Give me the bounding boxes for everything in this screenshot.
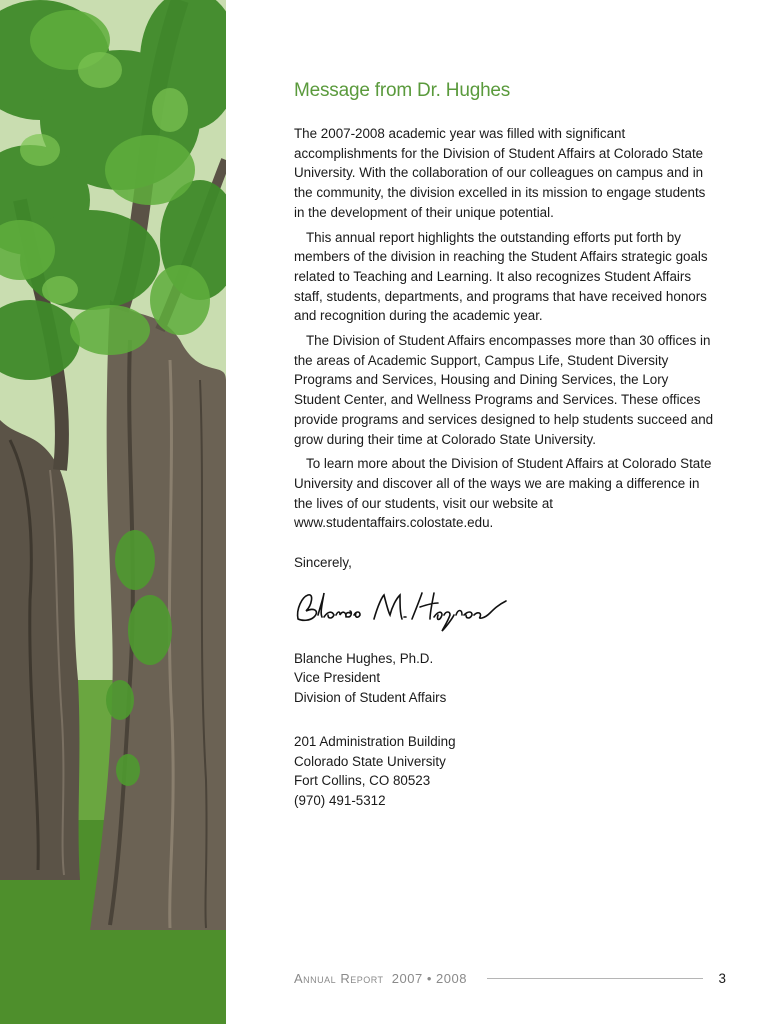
footer-divider [487,978,703,979]
footer-title-a-cap: A [294,970,304,986]
footer-year-start: 2007 [391,970,423,986]
letter-content [294,78,714,811]
footer-year-end: 2008 [436,970,467,986]
address-phone: (970) 491-5312 [294,792,386,808]
signer-title: Vice President [294,670,381,686]
signer-name: Blanche Hughes, Ph.D. [294,650,434,666]
letter-paragraph-4: To learn more about the Division of Student Affairs at Colorado State University and discover all of the ways we are making a difference in the lives of our students, visit our website at www.studentaffairs.colostate.edu. [294,456,712,531]
footer-title-r-cap: R [340,970,351,986]
letter-paragraph-3: The Division of Student Affairs encompasses more than 30 offices in the areas of Academic Support, Campus Life, Student Diversity Programs and Services, Housing and Dining Services, the Lory Student Center, and Wellness Programs and Services. These offices provide programs and services designed to help students succeed and grow during their time at Colorado State University. [294,333,714,447]
signer-block [294,649,714,708]
tree-illustration [0,0,226,1024]
signer-division: Division of Student Affairs [294,690,447,706]
closing: Sincerely, [294,555,352,571]
letter-paragraph-1: The 2007-2008 academic year was filled with significant accomplishments for the Division of Student Affairs at Colorado State University. With the collaboration of our colleagues on campus and in the community, the division excelled in its mission to engage students in the development of their unique potential. [294,126,706,220]
signature [294,581,514,635]
footer-title [294,971,467,986]
footer-title-r-rest: eport [350,970,384,986]
address-block [294,732,714,811]
footer-bullet: • [426,970,432,986]
footer-title-a-rest: nnual [303,970,337,986]
page-title: Message from Dr. Hughes [294,80,511,101]
tree-photo [0,0,226,1024]
address-line-1: 201 Administration Building [294,733,456,749]
signature-image [294,581,514,635]
page-footer [294,968,726,988]
address-line-2: Colorado State University [294,753,446,769]
letter-paragraph-2: This annual report highlights the outstanding efforts put forth by members of the division in reaching the Student Affairs strategic goals related to Teaching and Learning. It also recognizes Student Affairs staff, students, departments, and programs that have received honors and recognition during the academic year. [294,229,708,324]
page-number: 3 [718,970,726,986]
address-line-3: Fort Collins, CO 80523 [294,773,431,789]
